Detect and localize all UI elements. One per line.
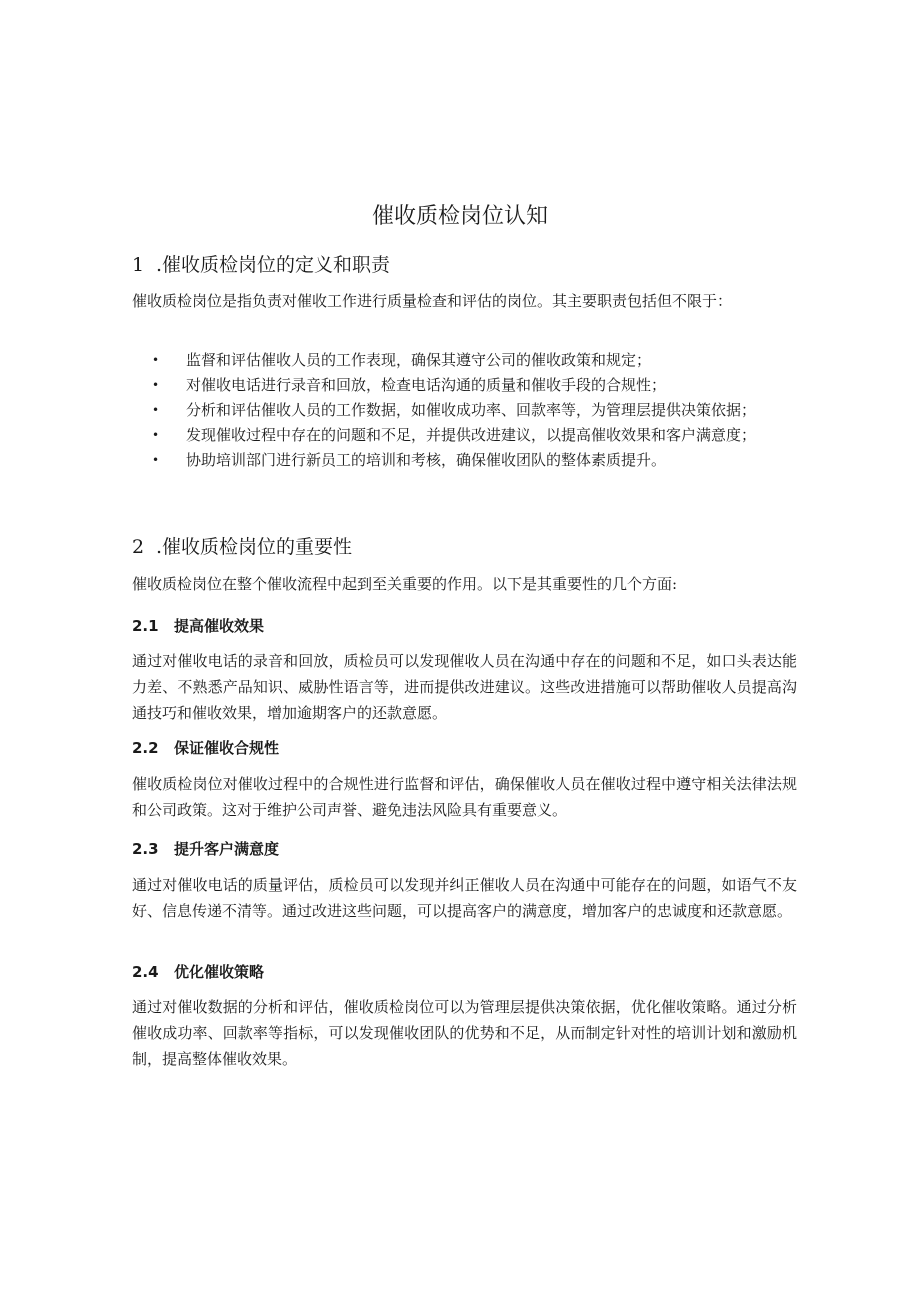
subsection-2-1-text: 通过对催收电话的录音和回放，质检员可以发现催收人员在沟通中存在的问题和不足，如口头表达能力差、不熟悉产品知识、威胁性语言等，进而提供改进建议。这些改进措施可以帮助催收人员提高沟通技巧和催收效果，增加逾期客户的还款意愿。 xyxy=(132,652,797,722)
bullet-icon: • xyxy=(152,403,160,417)
bullet-icon: • xyxy=(152,428,160,442)
subsection-2-2-text: 催收质检岗位对催收过程中的合规性进行监督和评估，确保催收人员在催收过程中遵守相关法律法规和公司政策。这对于维护公司声誉、避免违法风险具有重要意义。 xyxy=(132,775,797,819)
list-item: • 发现催收过程中存在的问题和不足，并提供改进建议，以提高催收效果和客户满意度； xyxy=(132,423,797,447)
section-1-heading xyxy=(132,250,390,280)
subsection-2-2-heading: 2.2 保证催收合规性 xyxy=(132,739,280,757)
duties-list xyxy=(132,348,797,473)
subsection-2-3-heading: 2.3 提升客户满意度 xyxy=(132,840,280,858)
section-2-heading-text: .催收质检岗位的重要性 xyxy=(156,536,353,558)
section-1-intro: 催收质检岗位是指负责对催收工作进行质量检查和评估的岗位。其主要职责包括但不限于： xyxy=(132,292,733,310)
section-2-heading xyxy=(132,532,352,562)
section-2-intro: 催收质检岗位在整个催收流程中起到至关重要的作用。以下是其重要性的几个方面: xyxy=(132,575,678,593)
section-1-heading-text: .催收质检岗位的定义和职责 xyxy=(156,254,391,276)
list-item: • 对催收电话进行录音和回放，检查电话沟通的质量和催收手段的合规性； xyxy=(132,373,797,397)
document-title: 催收质检岗位认知 xyxy=(371,204,548,229)
list-item: • 协助培训部门进行新员工的培训和考核，确保催收团队的整体素质提升。 xyxy=(132,448,797,472)
list-item: • 监督和评估催收人员的工作表现，确保其遵守公司的催收政策和规定； xyxy=(132,348,797,372)
subsection-2-4-text: 通过对催收数据的分析和评估，催收质检岗位可以为管理层提供决策依据，优化催收策略。通过分析催收成功率、回款率等指标，可以发现催收团队的优势和不足，从而制定针对性的培训计划和激励机制，提高整体催收效果。 xyxy=(132,998,797,1068)
bullet-icon: • xyxy=(152,453,160,467)
bullet-icon: • xyxy=(152,378,160,392)
bullet-icon: • xyxy=(152,353,160,367)
subsection-2-3-text: 通过对催收电话的质量评估，质检员可以发现并纠正催收人员在沟通中可能存在的问题，如语气不友好、信息传递不清等。通过改进这些问题，可以提高客户的满意度，增加客户的忠诚度和还款意愿。 xyxy=(132,876,797,920)
list-item: • 分析和评估催收人员的工作数据，如催收成功率、回款率等，为管理层提供决策依据； xyxy=(132,398,797,422)
section-2-number: 2 xyxy=(132,536,145,558)
subsection-2-1-heading: 2.1 提高催收效果 xyxy=(132,617,265,635)
subsection-2-4-heading: 2.4 优化催收策略 xyxy=(132,963,265,981)
section-1-number: 1 xyxy=(132,254,145,276)
